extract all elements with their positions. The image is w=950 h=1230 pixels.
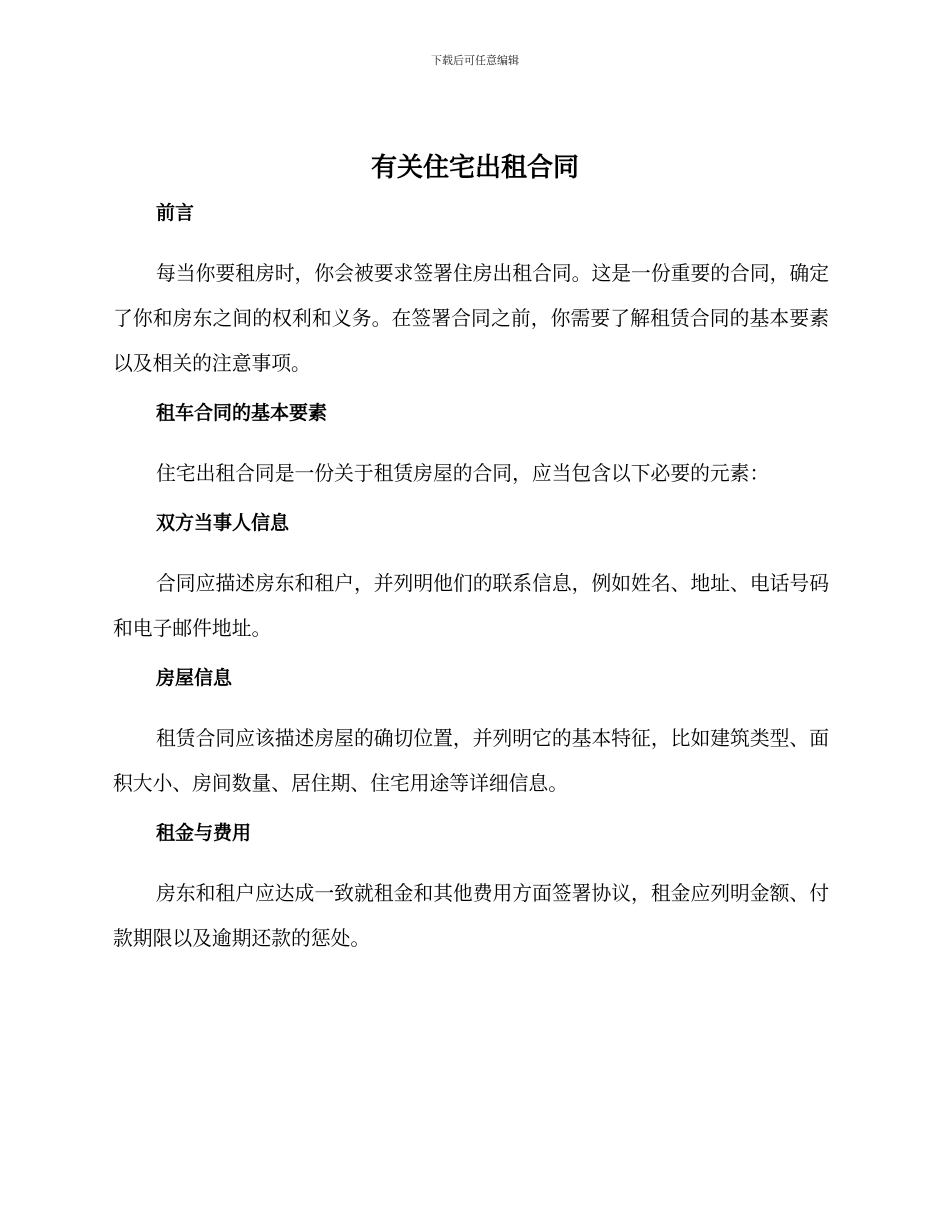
- section-heading-property: 房屋信息: [156, 667, 233, 689]
- header-note: 下载后可任意编辑: [431, 54, 519, 67]
- section-paragraph-parties: 合同应描述房东和租户，并列明他们的联系信息，例如姓名、地址、电话号码和电子邮件地址。: [113, 572, 829, 640]
- section-paragraph-basic-elements: 住宅出租合同是一份关于租赁房屋的合同，应当包含以下必要的元素：: [156, 462, 770, 485]
- section-heading-rent-fees: 租金与费用: [156, 822, 252, 844]
- section-heading-preface: 前言: [156, 202, 195, 224]
- section-heading-basic-elements: 租车合同的基本要素: [156, 402, 328, 424]
- section-paragraph-rent-fees: 房东和租户应达成一致就租金和其他费用方面签署协议，租金应列明金额、付款期限以及逾期还款的惩处。: [113, 882, 829, 950]
- section-paragraph-preface: 每当你要租房时，你会被要求签署住房出租合同。这是一份重要的合同，确定了你和房东之间的权利和义务。在签署合同之前，你需要了解租赁合同的基本要素以及相关的注意事项。: [113, 262, 829, 375]
- document-title: 有关住宅出租合同: [370, 153, 579, 183]
- document-body: [113, 197, 829, 961]
- section-heading-parties: 双方当事人信息: [156, 512, 290, 534]
- section-paragraph-property: 租赁合同应该描述房屋的确切位置，并列明它的基本特征，比如建筑类型、面积大小、房间数量、居住期、住宅用途等详细信息。: [113, 727, 829, 795]
